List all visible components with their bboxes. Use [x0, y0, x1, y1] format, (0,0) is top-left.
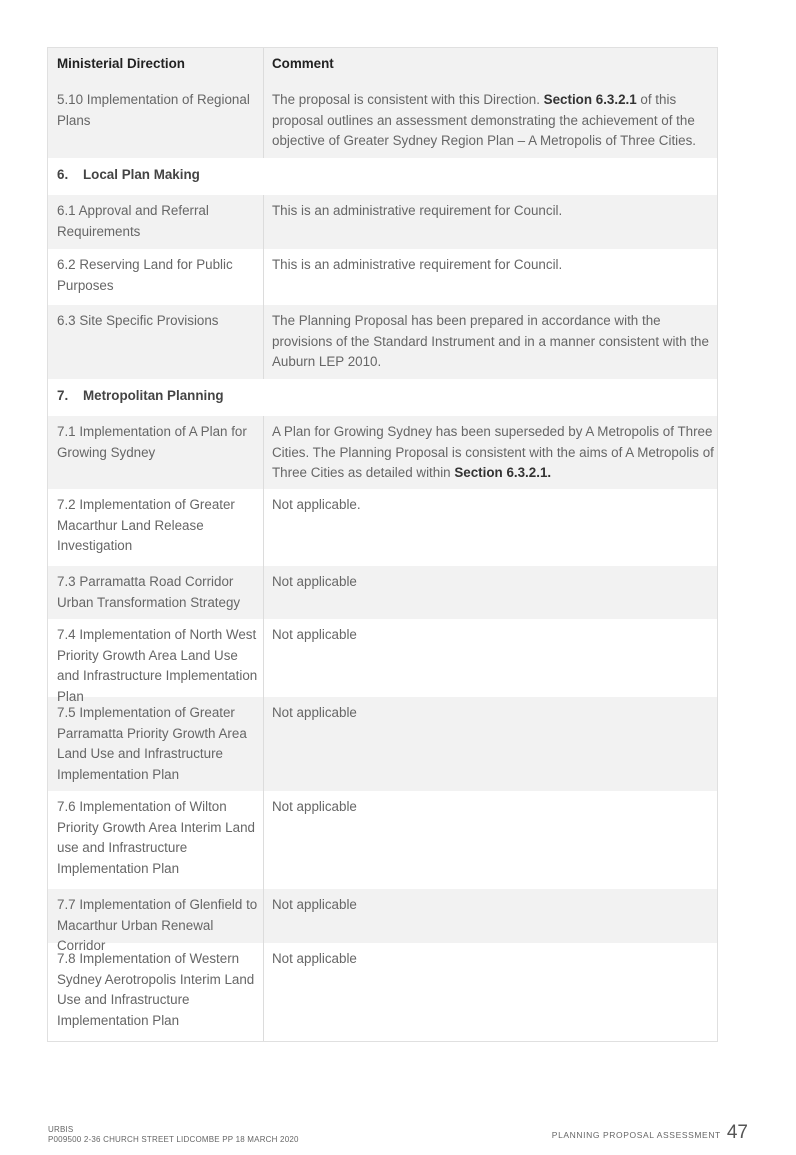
table-row — [48, 697, 717, 791]
direction-cell: 7.7 Implementation of Glenfield to Macarthur Urban Renewal Corridor — [48, 889, 264, 943]
comment-text: This is an administrative requirement for Council. — [272, 257, 563, 272]
comment-text: Not applicable — [272, 897, 357, 912]
direction-cell: 6.2 Reserving Land for Public Purposes — [48, 249, 264, 305]
comment-cell — [264, 791, 717, 889]
comment-text: Not applicable. — [272, 497, 361, 512]
footer-company: URBIS — [48, 1125, 74, 1134]
comment-text: Not applicable — [272, 705, 357, 720]
header-comment: Comment — [272, 56, 334, 71]
footer-reference: P009500 2-36 CHURCH STREET LIDCOMBE PP 18 MARCH 2020 — [48, 1134, 299, 1144]
footer-left — [48, 1125, 299, 1144]
section-number: 7. — [57, 388, 69, 403]
direction-cell: 7.5 Implementation of Greater Parramatta Priority Growth Area Land Use and Infrastructure Implementation Plan — [48, 697, 264, 791]
comment-cell — [264, 84, 717, 158]
direction-cell: 6.3 Site Specific Provisions — [48, 305, 264, 379]
section-heading — [48, 158, 203, 195]
direction-cell: 7.2 Implementation of Greater Macarthur Land Release Investigation — [48, 489, 264, 566]
ministerial-directions-table — [47, 47, 718, 1042]
comment-reference: Section 6.3.2.1. — [454, 465, 552, 480]
table-row — [48, 249, 717, 305]
comment-cell — [264, 697, 717, 791]
comment-cell — [264, 305, 717, 379]
page-number: 47 — [726, 1122, 748, 1143]
table-row — [48, 619, 717, 704]
comment-text: of this proposal outlines an assessment demonstrating the achievement of the objective of Greater Sydney Region Plan – A Metropolis of Three Cities. — [272, 92, 697, 148]
table-body — [48, 84, 717, 1041]
comment-cell — [264, 489, 717, 566]
table-row — [48, 943, 717, 1041]
table-row — [48, 84, 717, 158]
comment-text: A Plan for Growing Sydney has been superseded by A Metropolis of Three Cities. The Planning Proposal is consistent with the aims of A Metropolis of Three Cities as detailed within — [272, 424, 714, 480]
comment-text: Not applicable — [272, 627, 357, 642]
footer-document-title: PLANNING PROPOSAL ASSESSMENT — [551, 1130, 721, 1140]
footer-right — [552, 1122, 748, 1144]
table-row — [48, 489, 717, 566]
direction-cell: 7.6 Implementation of Wilton Priority Growth Area Interim Land use and Infrastructure Implementation Plan — [48, 791, 264, 889]
table-header-row — [48, 48, 717, 84]
table-row — [48, 416, 717, 489]
section-title: Metropolitan Planning — [83, 388, 224, 403]
comment-text: The proposal is consistent with this Direction. — [272, 92, 544, 107]
section-heading — [48, 379, 227, 416]
comment-text: The Planning Proposal has been prepared in accordance with the provisions of the Standard Instrument and in a manner consistent with the Auburn LEP 2010. — [272, 313, 709, 369]
table-row — [48, 305, 717, 379]
comment-text: This is an administrative requirement for Council. — [272, 203, 563, 218]
comment-cell — [264, 195, 717, 249]
table-row — [48, 195, 717, 249]
comment-cell — [264, 249, 717, 305]
section-row — [48, 158, 717, 195]
comment-text: Not applicable — [272, 799, 357, 814]
direction-cell: 5.10 Implementation of Regional Plans — [48, 84, 264, 158]
direction-cell: 7.1 Implementation of A Plan for Growing Sydney — [48, 416, 264, 489]
direction-cell: 7.8 Implementation of Western Sydney Aerotropolis Interim Land Use and Infrastructure Implementation Plan — [48, 943, 264, 1041]
table-row — [48, 791, 717, 889]
comment-cell — [264, 943, 717, 1041]
header-ministerial-direction: Ministerial Direction — [48, 48, 264, 84]
section-row — [48, 379, 717, 416]
section-title: Local Plan Making — [83, 167, 200, 182]
section-number: 6. — [57, 167, 69, 182]
direction-cell: 7.4 Implementation of North West Priority Growth Area Land Use and Infrastructure Implementation Plan — [48, 619, 264, 697]
comment-text: Not applicable — [272, 574, 357, 589]
comment-text: Not applicable — [272, 951, 357, 966]
direction-cell: 6.1 Approval and Referral Requirements — [48, 195, 264, 249]
comment-cell — [264, 619, 717, 697]
comment-reference: Section 6.3.2.1 — [543, 92, 637, 107]
comment-cell — [264, 566, 717, 619]
comment-cell — [264, 416, 717, 489]
direction-cell: 7.3 Parramatta Road Corridor Urban Transformation Strategy — [48, 566, 264, 619]
table-row — [48, 566, 717, 619]
table-row — [48, 889, 717, 953]
comment-cell — [264, 889, 717, 943]
